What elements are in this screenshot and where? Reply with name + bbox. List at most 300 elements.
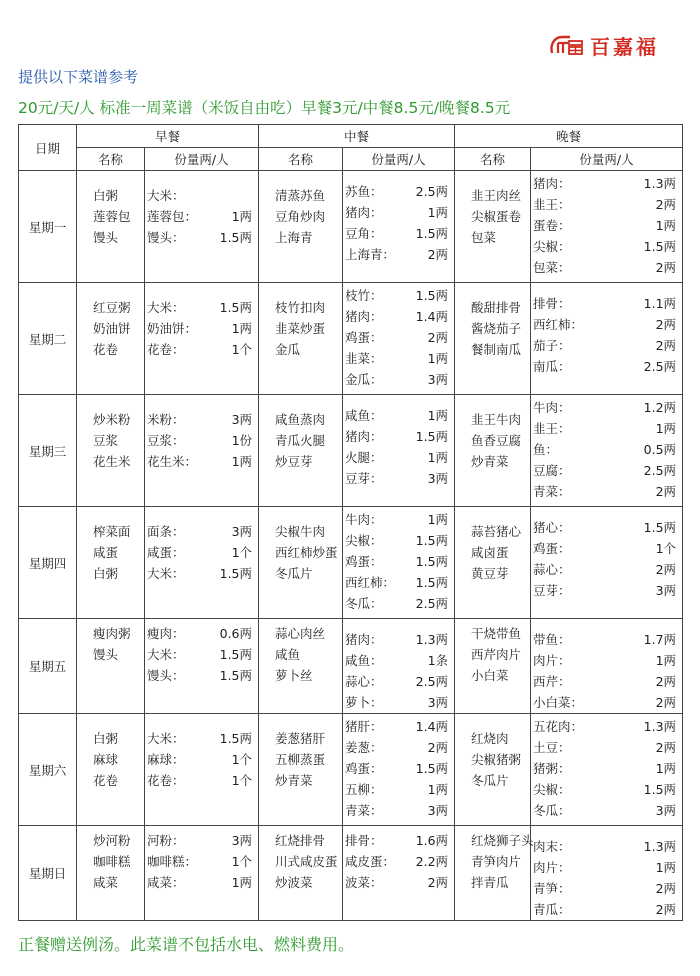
ingredient-amount: 3两 bbox=[231, 412, 253, 427]
dish-name: 尖椒猪粥 bbox=[471, 752, 522, 767]
dish-name: 包菜 bbox=[471, 230, 497, 245]
ingredient-amount: 3两 bbox=[231, 524, 253, 539]
ingredient-line bbox=[533, 538, 676, 559]
ingredient-line bbox=[345, 202, 448, 223]
breakfast-qty-cell bbox=[145, 283, 259, 395]
ingredient-name: 咸菜： bbox=[147, 875, 185, 890]
ingredient-name: 猪心： bbox=[533, 520, 571, 535]
footer-note: 正餐赠送例汤。此菜谱不包括水电、燃料费用。 bbox=[18, 935, 355, 954]
header-name: 名称 bbox=[455, 148, 531, 171]
dish-name: 韭菜炒蛋 bbox=[275, 321, 326, 336]
ingredient-name: 包菜： bbox=[533, 260, 571, 275]
table-row bbox=[19, 619, 683, 714]
ingredient-name: 青菜： bbox=[533, 484, 571, 499]
ingredient-line bbox=[345, 447, 448, 468]
ingredient-line bbox=[345, 572, 448, 593]
ingredient-line bbox=[533, 517, 676, 538]
ingredient-name: 大米： bbox=[147, 188, 185, 203]
ingredient-name: 蒜心： bbox=[533, 562, 571, 577]
ingredient-name: 韭菜： bbox=[345, 351, 383, 366]
dish-name: 白粥 bbox=[93, 188, 119, 203]
ingredient-name: 肉末： bbox=[533, 839, 571, 854]
ingredient-name: 排骨： bbox=[533, 296, 571, 311]
breakfast-qty-cell bbox=[145, 826, 259, 921]
dish-name: 西红柿炒蛋 bbox=[275, 545, 338, 560]
ingredient-line bbox=[533, 236, 676, 257]
ingredient-name: 肉片： bbox=[533, 653, 571, 668]
ingredient-line bbox=[533, 257, 676, 278]
ingredient-name: 蒜心： bbox=[345, 674, 383, 689]
ingredient-name: 花卷： bbox=[147, 773, 185, 788]
ingredient-amount: 1.5两 bbox=[415, 554, 449, 569]
ingredient-amount: 1.4两 bbox=[415, 309, 449, 324]
ingredient-line bbox=[345, 468, 448, 489]
dish-name: 花卷 bbox=[93, 773, 119, 788]
ingredient-line bbox=[345, 426, 448, 447]
ingredient-amount: 2两 bbox=[427, 247, 449, 262]
menu-body bbox=[19, 171, 683, 921]
ingredient-name: 猪肉： bbox=[533, 176, 571, 191]
dish-name: 白粥 bbox=[93, 566, 119, 581]
dish-name: 豆角炒肉 bbox=[275, 209, 326, 224]
ingredient-line bbox=[147, 542, 252, 563]
ingredient-line bbox=[147, 872, 252, 893]
ingredient-amount: 3两 bbox=[427, 695, 449, 710]
ingredient-name: 西红柿： bbox=[345, 575, 396, 590]
lunch-qty-cell bbox=[343, 171, 455, 283]
lunch-dish-cell bbox=[259, 395, 343, 507]
table-row bbox=[19, 171, 683, 283]
ingredient-name: 猪肉： bbox=[345, 205, 383, 220]
ingredient-amount: 1.3两 bbox=[415, 632, 449, 647]
ingredient-amount: 1个 bbox=[231, 545, 253, 560]
ingredient-line bbox=[533, 173, 676, 194]
ingredient-name: 米粉： bbox=[147, 412, 185, 427]
header-qty: 份量两/人 bbox=[145, 148, 259, 171]
ingredient-amount: 1份 bbox=[231, 433, 253, 448]
ingredient-line bbox=[345, 851, 448, 872]
ingredient-name: 火腿： bbox=[345, 450, 383, 465]
breakfast-dish-cell bbox=[77, 619, 145, 714]
dish-name: 干烧带鱼 bbox=[471, 626, 522, 641]
dish-name: 咸菜 bbox=[93, 875, 119, 890]
lunch-qty-cell bbox=[343, 395, 455, 507]
ingredient-amount: 3两 bbox=[427, 471, 449, 486]
ingredient-amount: 0.6两 bbox=[219, 626, 253, 641]
ingredient-line bbox=[147, 318, 252, 339]
dish-name: 馒头 bbox=[93, 230, 119, 245]
brand-logo bbox=[548, 32, 659, 58]
dish-name: 红豆粥 bbox=[93, 300, 131, 315]
ingredient-name: 鸡蛋： bbox=[345, 330, 383, 345]
ingredient-amount: 1个 bbox=[231, 854, 253, 869]
ingredient-line bbox=[533, 692, 676, 713]
ingredient-name: 豆芽： bbox=[533, 583, 571, 598]
ingredient-line bbox=[147, 297, 252, 318]
dish-name: 红烧排骨 bbox=[275, 833, 326, 848]
ingredient-amount: 1.5两 bbox=[415, 288, 449, 303]
ingredient-name: 河粉： bbox=[147, 833, 185, 848]
ingredient-amount: 1.4两 bbox=[415, 719, 449, 734]
dish-name: 麻球 bbox=[93, 752, 119, 767]
ingredient-line bbox=[345, 758, 448, 779]
lunch-dish-cell bbox=[259, 826, 343, 921]
ingredient-name: 萝卜： bbox=[345, 695, 383, 710]
table-row bbox=[19, 283, 683, 395]
ingredient-name: 面条： bbox=[147, 524, 185, 539]
dish-name: 冬瓜片 bbox=[471, 773, 509, 788]
ingredient-name: 牛肉： bbox=[533, 400, 571, 415]
ingredient-amount: 1.5两 bbox=[415, 575, 449, 590]
dinner-qty-cell bbox=[531, 283, 683, 395]
ingredient-name: 冬瓜： bbox=[345, 596, 383, 611]
ingredient-amount: 3两 bbox=[427, 803, 449, 818]
dinner-dish-cell bbox=[455, 507, 531, 619]
dish-name: 酱烧茄子 bbox=[471, 321, 522, 336]
ingredient-amount: 0.5两 bbox=[643, 442, 677, 457]
ingredient-line bbox=[533, 779, 676, 800]
ingredient-amount: 2两 bbox=[655, 740, 677, 755]
ingredient-name: 韭王： bbox=[533, 197, 571, 212]
ingredient-name: 大米： bbox=[147, 566, 185, 581]
ingredient-amount: 1.5两 bbox=[219, 731, 253, 746]
ingredient-amount: 1条 bbox=[427, 653, 449, 668]
ingredient-line bbox=[345, 551, 448, 572]
ingredient-name: 豆角： bbox=[345, 226, 383, 241]
day-cell: 星期六 bbox=[19, 714, 77, 826]
ingredient-line bbox=[533, 671, 676, 692]
dish-name: 枝竹扣肉 bbox=[275, 300, 326, 315]
ingredient-line bbox=[345, 405, 448, 426]
ingredient-name: 瘦肉： bbox=[147, 626, 185, 641]
ingredient-amount: 1.5两 bbox=[219, 647, 253, 662]
ingredient-line bbox=[147, 644, 252, 665]
ingredient-line bbox=[147, 339, 252, 360]
dish-name: 咸卤蛋 bbox=[471, 545, 509, 560]
ingredient-name: 姜葱： bbox=[345, 740, 383, 755]
breakfast-dish-cell bbox=[77, 826, 145, 921]
ingredient-name: 莲蓉包： bbox=[147, 209, 198, 224]
dinner-qty-cell bbox=[531, 826, 683, 921]
ingredient-name: 蛋卷： bbox=[533, 218, 571, 233]
table-row bbox=[19, 826, 683, 921]
ingredient-name: 排骨： bbox=[345, 833, 383, 848]
ingredient-line bbox=[533, 194, 676, 215]
day-cell: 星期三 bbox=[19, 395, 77, 507]
ingredient-amount: 1.1两 bbox=[643, 296, 677, 311]
ingredient-amount: 1.5两 bbox=[219, 566, 253, 581]
dish-name: 咸鱼蒸肉 bbox=[275, 412, 326, 427]
header-breakfast: 早餐 bbox=[77, 125, 259, 148]
ingredient-amount: 1.5两 bbox=[643, 520, 677, 535]
ingredient-amount: 1.6两 bbox=[415, 833, 449, 848]
ingredient-name: 麻球： bbox=[147, 752, 185, 767]
ingredient-line bbox=[533, 335, 676, 356]
ingredient-name: 尖椒： bbox=[533, 782, 571, 797]
ingredient-name: 豆腐： bbox=[533, 463, 571, 478]
day-cell: 星期日 bbox=[19, 826, 77, 921]
ingredient-amount: 2.5两 bbox=[415, 184, 449, 199]
breakfast-qty-cell bbox=[145, 395, 259, 507]
brand-mark-icon bbox=[548, 33, 586, 57]
dish-name: 炒青菜 bbox=[275, 773, 313, 788]
ingredient-amount: 2两 bbox=[655, 674, 677, 689]
ingredient-line bbox=[533, 293, 676, 314]
ingredient-amount: 1两 bbox=[231, 875, 253, 890]
ingredient-line bbox=[147, 227, 252, 248]
ingredient-name: 青瓜： bbox=[533, 902, 571, 917]
dish-name: 咸蛋 bbox=[93, 545, 119, 560]
ingredient-line bbox=[147, 770, 252, 791]
ingredient-amount: 1.3两 bbox=[643, 176, 677, 191]
ingredient-amount: 2两 bbox=[655, 902, 677, 917]
ingredient-line bbox=[345, 327, 448, 348]
dish-name: 豆浆 bbox=[93, 433, 119, 448]
ingredient-name: 茄子： bbox=[533, 338, 571, 353]
ingredient-amount: 2两 bbox=[655, 317, 677, 332]
dinner-dish-cell bbox=[455, 714, 531, 826]
ingredient-amount: 3两 bbox=[655, 803, 677, 818]
ingredient-amount: 1两 bbox=[655, 860, 677, 875]
day-cell: 星期二 bbox=[19, 283, 77, 395]
ingredient-name: 鸡蛋： bbox=[533, 541, 571, 556]
ingredient-amount: 2两 bbox=[655, 484, 677, 499]
ingredient-line bbox=[147, 451, 252, 472]
ingredient-name: 苏鱼： bbox=[345, 184, 383, 199]
ingredient-line bbox=[533, 650, 676, 671]
ingredient-amount: 1两 bbox=[427, 782, 449, 797]
ingredient-line bbox=[345, 779, 448, 800]
ingredient-line bbox=[345, 181, 448, 202]
dish-name: 炒波菜 bbox=[275, 875, 313, 890]
breakfast-dish-cell bbox=[77, 171, 145, 283]
ingredient-line bbox=[533, 439, 676, 460]
dish-name: 拌青瓜 bbox=[471, 875, 509, 890]
dish-name: 小白菜 bbox=[471, 668, 509, 683]
header-date: 日期 bbox=[19, 125, 77, 171]
ingredient-line bbox=[533, 878, 676, 899]
dinner-qty-cell bbox=[531, 507, 683, 619]
ingredient-amount: 1.5两 bbox=[219, 300, 253, 315]
day-cell: 星期五 bbox=[19, 619, 77, 714]
ingredient-amount: 2.5两 bbox=[643, 359, 677, 374]
ingredient-amount: 1两 bbox=[427, 408, 449, 423]
ingredient-line bbox=[345, 671, 448, 692]
dish-name: 奶油饼 bbox=[93, 321, 131, 336]
ingredient-line bbox=[345, 530, 448, 551]
ingredient-amount: 1.3两 bbox=[643, 719, 677, 734]
dinner-qty-cell bbox=[531, 714, 683, 826]
ingredient-line bbox=[147, 830, 252, 851]
ingredient-line bbox=[147, 665, 252, 686]
header-lunch: 中餐 bbox=[259, 125, 455, 148]
ingredient-name: 猪粥： bbox=[533, 761, 571, 776]
ingredient-amount: 2.5两 bbox=[415, 596, 449, 611]
ingredient-name: 鱼： bbox=[533, 442, 559, 457]
header-name: 名称 bbox=[77, 148, 145, 171]
ingredient-amount: 1两 bbox=[427, 512, 449, 527]
ingredient-line bbox=[533, 716, 676, 737]
ingredient-name: 五柳： bbox=[345, 782, 383, 797]
lunch-qty-cell bbox=[343, 619, 455, 714]
ingredient-name: 猪肉： bbox=[345, 632, 383, 647]
ingredient-line bbox=[147, 749, 252, 770]
ingredient-name: 咸皮蛋： bbox=[345, 854, 396, 869]
ingredient-amount: 2两 bbox=[427, 330, 449, 345]
dish-name: 白粥 bbox=[93, 731, 119, 746]
ingredient-line bbox=[147, 728, 252, 749]
dish-name: 川式咸皮蛋 bbox=[275, 854, 338, 869]
dish-name: 蒜苔猪心 bbox=[471, 524, 522, 539]
ingredient-name: 咸鱼： bbox=[345, 653, 383, 668]
breakfast-dish-cell bbox=[77, 283, 145, 395]
dish-name: 金瓜 bbox=[275, 342, 301, 357]
ingredient-line bbox=[533, 481, 676, 502]
dish-name: 瘦肉粥 bbox=[93, 626, 131, 641]
lunch-dish-cell bbox=[259, 714, 343, 826]
ingredient-line bbox=[345, 285, 448, 306]
header-dinner: 晚餐 bbox=[455, 125, 683, 148]
ingredient-amount: 1两 bbox=[231, 209, 253, 224]
ingredient-line bbox=[345, 716, 448, 737]
header-qty: 份量两/人 bbox=[531, 148, 683, 171]
ingredient-amount: 3两 bbox=[231, 833, 253, 848]
dinner-qty-cell bbox=[531, 395, 683, 507]
lunch-dish-cell bbox=[259, 171, 343, 283]
ingredient-line bbox=[533, 857, 676, 878]
ingredient-name: 花生米： bbox=[147, 454, 198, 469]
dinner-qty-cell bbox=[531, 171, 683, 283]
dish-name: 花生米 bbox=[93, 454, 131, 469]
ingredient-line bbox=[533, 314, 676, 335]
ingredient-line bbox=[533, 800, 676, 821]
ingredient-amount: 1.5两 bbox=[219, 230, 253, 245]
ingredient-name: 西芹： bbox=[533, 674, 571, 689]
lunch-qty-cell bbox=[343, 283, 455, 395]
day-cell: 星期一 bbox=[19, 171, 77, 283]
ingredient-amount: 1两 bbox=[655, 653, 677, 668]
ingredient-name: 大米： bbox=[147, 300, 185, 315]
ingredient-amount: 2两 bbox=[655, 197, 677, 212]
dinner-dish-cell bbox=[455, 826, 534, 921]
dish-name: 花卷 bbox=[93, 342, 119, 357]
ingredient-name: 咖啡糕： bbox=[147, 854, 198, 869]
lunch-qty-cell bbox=[343, 826, 455, 921]
ingredient-line bbox=[345, 244, 448, 265]
dish-name: 韭王肉丝 bbox=[471, 188, 522, 203]
dish-name: 炒河粉 bbox=[93, 833, 131, 848]
day-cell: 星期四 bbox=[19, 507, 77, 619]
dish-name: 咸鱼 bbox=[275, 647, 301, 662]
ingredient-name: 花卷： bbox=[147, 342, 185, 357]
ingredient-amount: 2两 bbox=[655, 695, 677, 710]
ingredient-line bbox=[345, 872, 448, 893]
dinner-dish-cell bbox=[455, 283, 531, 395]
lunch-qty-cell bbox=[343, 714, 455, 826]
ingredient-name: 尖椒： bbox=[533, 239, 571, 254]
lunch-dish-cell bbox=[259, 283, 343, 395]
ingredient-name: 猪肝： bbox=[345, 719, 383, 734]
ingredient-name: 牛肉： bbox=[345, 512, 383, 527]
dish-name: 莲蓉包 bbox=[93, 209, 131, 224]
dish-name: 韭王牛肉 bbox=[471, 412, 522, 427]
ingredient-amount: 1个 bbox=[231, 342, 253, 357]
ingredient-name: 猪肉： bbox=[345, 309, 383, 324]
ingredient-name: 馒头： bbox=[147, 668, 185, 683]
ingredient-amount: 3两 bbox=[427, 372, 449, 387]
ingredient-line bbox=[533, 758, 676, 779]
dish-name: 黄豆芽 bbox=[471, 566, 509, 581]
ingredient-amount: 2.2两 bbox=[415, 854, 449, 869]
ingredient-amount: 1.2两 bbox=[643, 400, 677, 415]
ingredient-name: 金瓜： bbox=[345, 372, 383, 387]
breakfast-qty-cell bbox=[145, 171, 259, 283]
ingredient-name: 鸡蛋： bbox=[345, 761, 383, 776]
ingredient-line bbox=[345, 306, 448, 327]
ingredient-amount: 1.5两 bbox=[643, 782, 677, 797]
ingredient-name: 鸡蛋： bbox=[345, 554, 383, 569]
ingredient-line bbox=[345, 692, 448, 713]
ingredient-line bbox=[533, 836, 676, 857]
ingredient-line bbox=[345, 650, 448, 671]
dish-name: 尖椒蛋卷 bbox=[471, 209, 522, 224]
ingredient-line bbox=[345, 223, 448, 244]
header-qty: 份量两/人 bbox=[343, 148, 455, 171]
dish-name: 馒头 bbox=[93, 647, 119, 662]
ingredient-amount: 3两 bbox=[655, 583, 677, 598]
ingredient-amount: 1.3两 bbox=[643, 839, 677, 854]
dish-name: 炒青菜 bbox=[471, 454, 509, 469]
ingredient-name: 上海青： bbox=[345, 247, 396, 262]
ingredient-amount: 2两 bbox=[655, 338, 677, 353]
ingredient-line bbox=[345, 348, 448, 369]
ingredient-name: 咸蛋： bbox=[147, 545, 185, 560]
dish-name: 蒜心肉丝 bbox=[275, 626, 326, 641]
intro-text: 提供以下菜谱参考 bbox=[18, 68, 139, 86]
ingredient-amount: 2两 bbox=[427, 875, 449, 890]
brand-name: 百嘉福 bbox=[590, 34, 659, 59]
ingredient-name: 带鱼： bbox=[533, 632, 571, 647]
ingredient-amount: 1两 bbox=[427, 205, 449, 220]
dish-name: 红烧狮子头 bbox=[471, 833, 534, 848]
ingredient-line bbox=[147, 409, 252, 430]
ingredient-line bbox=[147, 206, 252, 227]
ingredient-amount: 1两 bbox=[427, 351, 449, 366]
dinner-dish-cell bbox=[455, 171, 531, 283]
ingredient-amount: 1.5两 bbox=[219, 668, 253, 683]
breakfast-qty-cell bbox=[145, 619, 259, 714]
ingredient-amount: 1两 bbox=[655, 761, 677, 776]
ingredient-amount: 1.5两 bbox=[643, 239, 677, 254]
dish-name: 姜葱猪肝 bbox=[275, 731, 326, 746]
ingredient-line bbox=[533, 397, 676, 418]
ingredient-line bbox=[345, 593, 448, 614]
ingredient-name: 波菜： bbox=[345, 875, 383, 890]
ingredient-line bbox=[533, 356, 676, 377]
lunch-qty-cell bbox=[343, 507, 455, 619]
ingredient-line bbox=[345, 629, 448, 650]
dish-name: 尖椒牛肉 bbox=[275, 524, 326, 539]
dish-name: 红烧肉 bbox=[471, 731, 509, 746]
ingredient-name: 枝竹： bbox=[345, 288, 383, 303]
ingredient-line bbox=[147, 521, 252, 542]
ingredient-name: 冬瓜： bbox=[533, 803, 571, 818]
ingredient-amount: 2两 bbox=[655, 881, 677, 896]
dish-name: 榨菜面 bbox=[93, 524, 131, 539]
ingredient-line bbox=[345, 800, 448, 821]
dish-name: 餐制南瓜 bbox=[471, 342, 522, 357]
dish-name: 萝卜丝 bbox=[275, 668, 313, 683]
